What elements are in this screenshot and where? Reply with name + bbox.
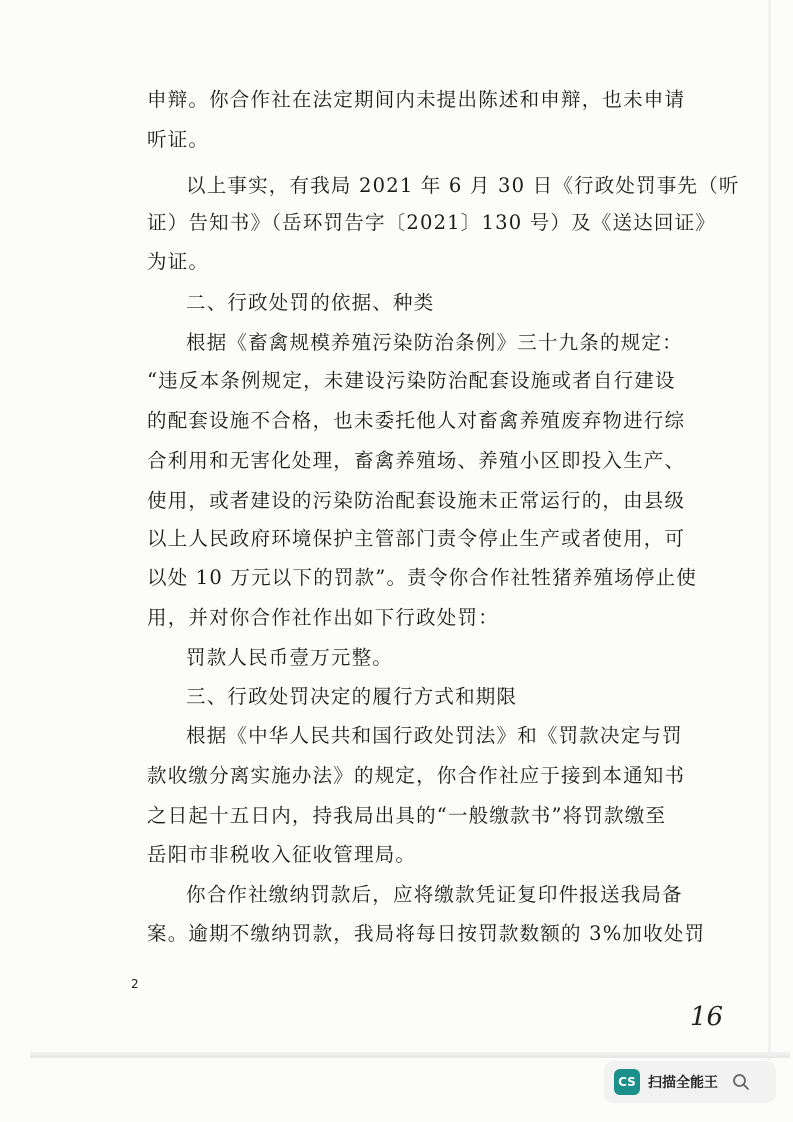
handwritten-page-number: 16 <box>690 1002 724 1032</box>
watermark-app-name: 扫描全能王 <box>648 1075 718 1091</box>
text-line: 款收缴分离实施办法》的规定，你合作社应于接到本通知书 <box>147 764 686 787</box>
camscanner-logo-icon: CS <box>614 1069 640 1095</box>
text-line: 使用，或者建设的污染防治配套设施未正常运行的，由县级 <box>147 489 686 512</box>
text-line: 之日起十五日内，持我局出具的“一般缴款书”将罚款缴至 <box>147 804 667 827</box>
text-line: 用，并对你合作社作出如下行政处罚： <box>147 606 499 629</box>
text-line: 证）告知书》（岳环罚告字〔2021〕130 号）及《送达回证》 <box>147 211 716 234</box>
text-line: 岳阳市非税收入征收管理局。 <box>147 843 417 866</box>
text-line: 的配套设施不合格，也未委托他人对畜禽养殖废弃物进行综 <box>147 409 686 432</box>
text-line: 为证。 <box>147 250 210 273</box>
text-line: 申辩。你合作社在法定期间内未提出陈述和申辩，也未申请 <box>147 88 686 111</box>
text-line: 案。逾期不缴纳罚款，我局将每日按罚款数额的 3%加收处罚 <box>147 922 706 945</box>
text-line: 听证。 <box>147 128 210 151</box>
text-line: 罚款人民币壹万元整。 <box>186 646 394 669</box>
text-line: 你合作社缴纳罚款后，应将缴款凭证复印件报送我局备 <box>186 883 683 906</box>
section-heading: 三、行政处罚决定的履行方式和期限 <box>186 685 518 708</box>
text-line: 合利用和无害化处理，畜禽养殖场、养殖小区即投入生产、 <box>147 449 686 472</box>
text-line: 根据《畜禽规模养殖污染防治条例》三十九条的规定： <box>186 331 683 354</box>
text-line: “违反本条例规定，未建设污染防治配套设施或者自行建设 <box>147 369 676 392</box>
page-number: 2 <box>131 977 139 991</box>
text-line: 根据《中华人民共和国行政处罚法》和《罚款决定与罚 <box>186 724 683 747</box>
text-line: 以处 10 万元以下的罚款”。责令你合作社牲猪养殖场停止使 <box>147 566 697 589</box>
text-line: 以上人民政府环境保护主管部门责令停止生产或者使用，可 <box>147 527 686 550</box>
scanner-watermark[interactable] <box>604 1061 776 1103</box>
page-edge <box>768 0 771 1060</box>
page-bottom-edge <box>30 1052 790 1058</box>
text-line: 以上事实，有我局 2021 年 6 月 30 日《行政处罚事先（听 <box>186 174 740 197</box>
search-icon[interactable] <box>732 1073 750 1091</box>
section-heading: 二、行政处罚的依据、种类 <box>186 291 435 314</box>
